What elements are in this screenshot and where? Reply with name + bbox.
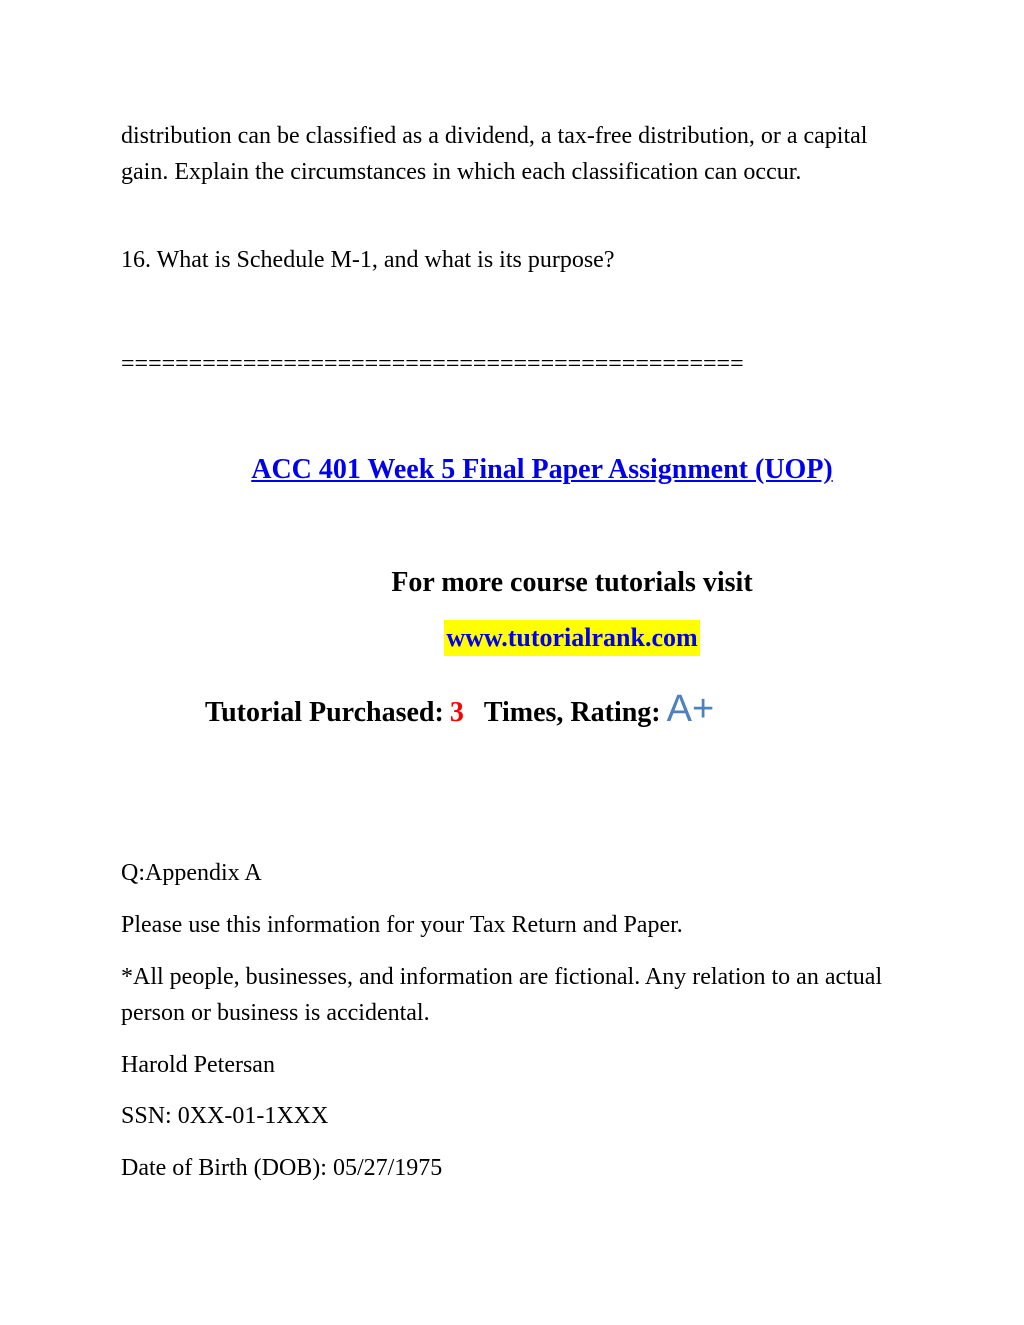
rating-value: A+ [666, 688, 715, 730]
promo-heading: For more course tutorials visit [391, 567, 753, 598]
intro-paragraph: distribution can be classified as a dividend, a tax-free distribution, or a capital gain. Explain the circumstances in which each classification can occur. [121, 123, 868, 185]
appendix-question: Q:Appendix A [121, 860, 262, 886]
website-link[interactable]: www.tutorialrank.com [444, 620, 699, 656]
question-16: 16. What is Schedule M-1, and what is its purpose? [121, 247, 615, 273]
taxpayer-dob: Date of Birth (DOB): 05/27/1975 [121, 1155, 443, 1181]
purchased-count: 3 [449, 697, 464, 728]
instruction-text: Please use this information for your Tax Return and Paper. [121, 912, 683, 938]
section-divider: ============================================== [121, 351, 744, 377]
rating-label: Times, Rating: [483, 697, 661, 728]
disclaimer-text: *All people, businesses, and information are fictional. Any relation to an actual person or business is accidental. [121, 964, 883, 1026]
purchase-info [205, 684, 714, 738]
website-row [0, 620, 1024, 660]
taxpayer-ssn: SSN: 0XX-01-1XXX [121, 1103, 329, 1129]
purchased-label: Tutorial Purchased: [205, 697, 444, 728]
taxpayer-name: Harold Petersan [121, 1052, 275, 1078]
assignment-title-link[interactable]: ACC 401 Week 5 Final Paper Assignment (UOP) [251, 454, 833, 485]
